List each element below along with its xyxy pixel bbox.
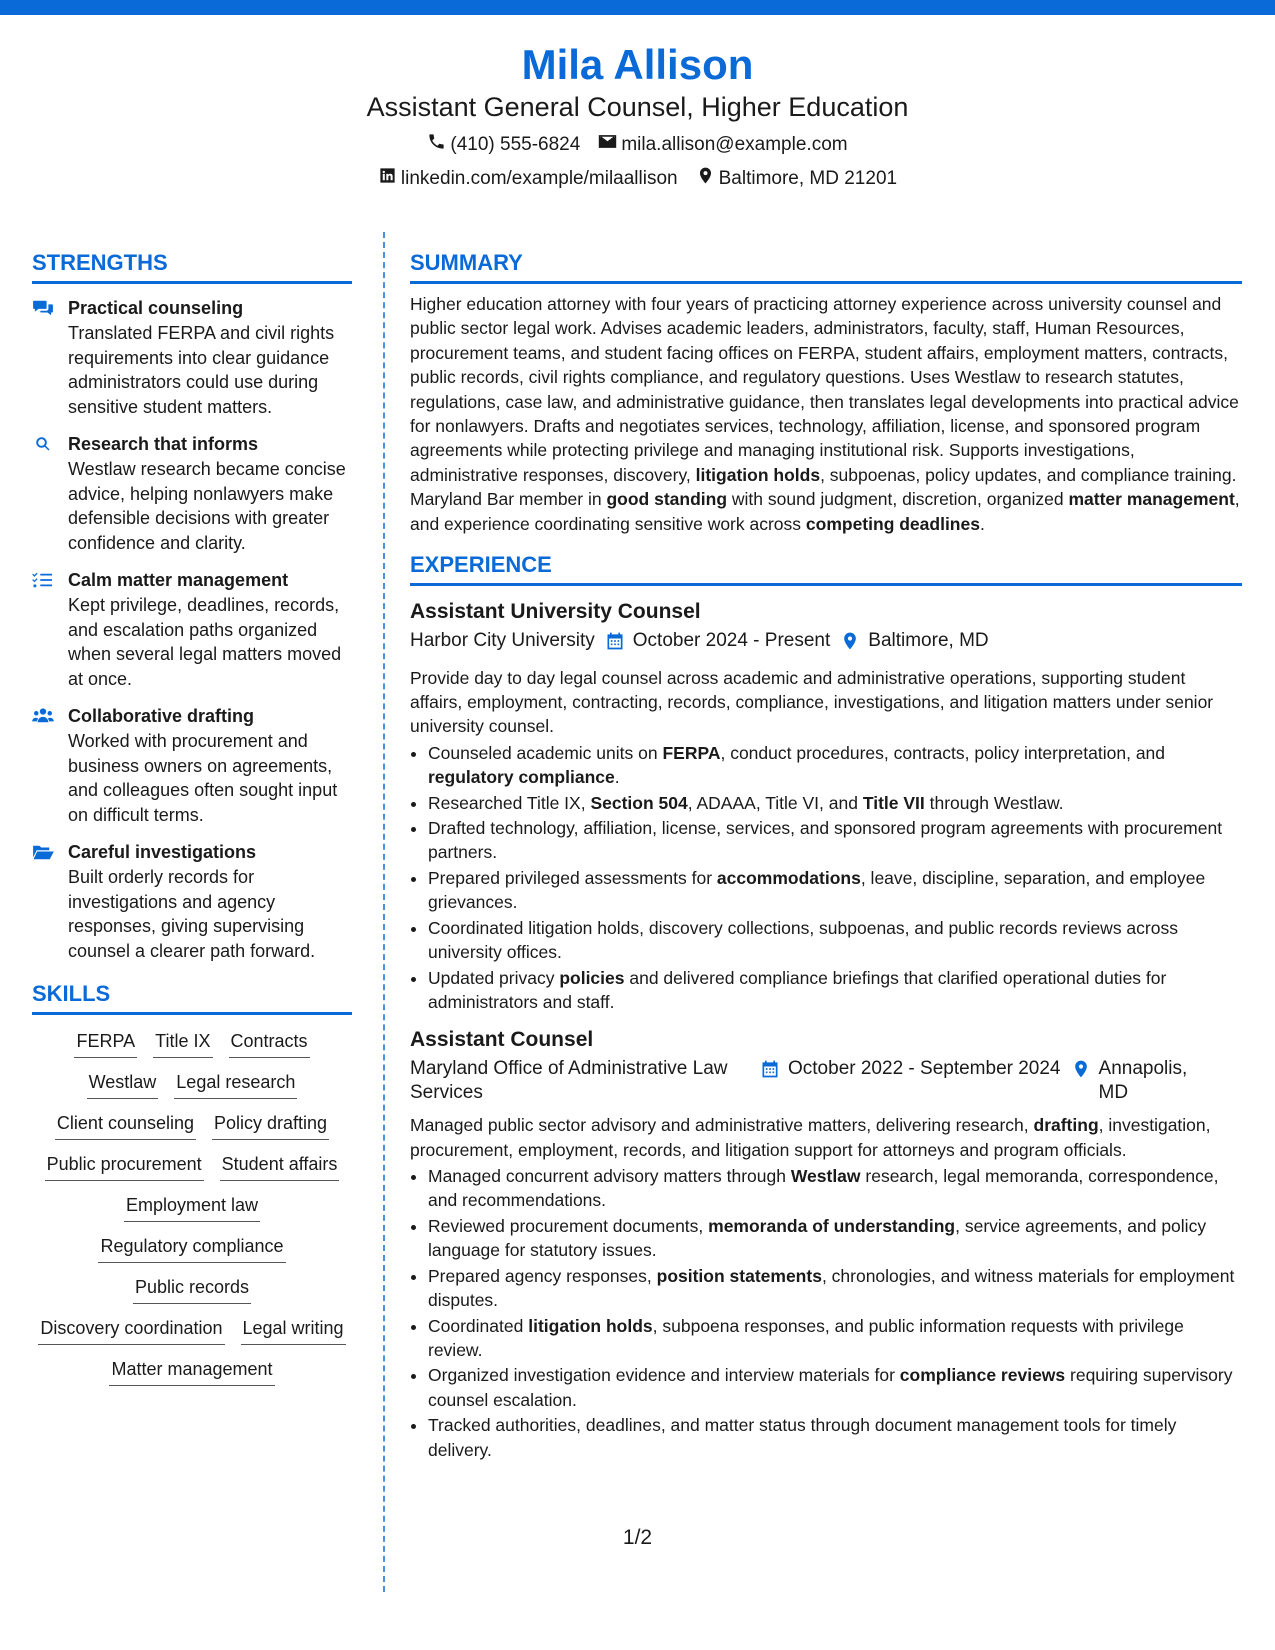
- skill-tag: Westlaw: [87, 1070, 159, 1099]
- strength-desc: Westlaw research became concise advice, helping nonlawyers make defensible decisions with greater confidence and clarity.: [68, 459, 346, 553]
- bullet-item: [428, 1164, 1242, 1212]
- summary-span: with sound judgment, discretion, organized: [727, 489, 1069, 510]
- location-contact: [696, 166, 897, 192]
- skill-tag: FERPA: [74, 1029, 137, 1058]
- job-dates-group: [760, 1057, 1061, 1086]
- map-pin-icon: [696, 166, 715, 192]
- bullet-bold: FERPA: [662, 742, 721, 763]
- strength-desc: Worked with procurement and business owners on agreements, and colleagues often sought input on difficult terms.: [68, 731, 338, 825]
- job-dates: October 2024 - Present: [632, 630, 831, 652]
- strength-item: [32, 296, 352, 419]
- phone-icon: [427, 132, 446, 158]
- skill-tag: Title IX: [153, 1029, 212, 1058]
- bullet-bold: Westlaw: [790, 1165, 861, 1186]
- strengths-section: [32, 248, 352, 963]
- bullet-bold: position statements: [656, 1265, 822, 1286]
- job-entry: [410, 1026, 1242, 1461]
- bullet-bold: memoranda of understanding: [708, 1215, 956, 1236]
- bullet-span: requiring supervisory counsel escalation.: [428, 1365, 1233, 1410]
- bullet-span: through Westlaw.: [924, 792, 1064, 813]
- search-icon: [32, 432, 56, 555]
- desc-span: Managed public sector advisory and administrative matters, delivering research,: [410, 1115, 1034, 1136]
- summary-bold: good standing: [606, 489, 728, 510]
- strength-title: Collaborative drafting: [68, 706, 255, 726]
- bullet-span: Organized investigation evidence and interview materials for: [428, 1365, 900, 1386]
- strength-item: [32, 704, 352, 827]
- bullet-span: , chronologies, and witness materials for employment disputes.: [428, 1265, 1235, 1310]
- strength-desc: Kept privilege, deadlines, records, and escalation paths organized when several legal matters moved at once.: [68, 595, 342, 689]
- calendar-icon: [605, 629, 625, 658]
- skill-tag: Policy drafting: [212, 1111, 329, 1140]
- bullet-span: Researched Title IX,: [428, 792, 591, 813]
- bullet-item: [428, 866, 1242, 914]
- envelope-icon: [598, 132, 617, 158]
- email-text[interactable]: mila.allison@example.com: [621, 133, 848, 155]
- linkedin-icon: [378, 166, 397, 192]
- chat-bubbles-icon: [32, 296, 56, 419]
- experience-heading: EXPERIENCE: [410, 550, 1242, 586]
- bullet-item: [428, 1264, 1242, 1312]
- phone-contact: [427, 132, 580, 158]
- bullet-span: , ADAAA, Title VI, and: [687, 792, 863, 813]
- skill-tag: Discovery coordination: [38, 1316, 224, 1345]
- skill-tag: Legal research: [174, 1070, 297, 1099]
- strength-title: Research that informs: [68, 434, 259, 454]
- summary-span: Higher education attorney with four years of practicing attorney experience across university counsel and public sector legal work. Advises academic leaders, administrators, faculty, staff, Human Resources, procurement teams, and student facing offices on FERPA, student affairs, employment matters, contracts, public records, civil rights compliance, and regulatory questions. Uses Westlaw to research statutes, regulations, case law, and administrative guidance, then translates legal developments into practical advice for nonlawyers. Drafts and negotiates services, technology, affiliation, license, and sponsored program agreements while protecting privilege and managing institutional risk. Supports investigations, administrative responses, discovery,: [410, 294, 1239, 485]
- strengths-heading: STRENGTHS: [32, 248, 352, 284]
- summary-span: , and experience coordinating sensitive work across: [410, 489, 1240, 534]
- candidate-name: Mila Allison: [521, 41, 754, 88]
- job-entry: [410, 598, 1242, 1014]
- job-location: Baltimore, MD: [868, 630, 989, 652]
- job-dates-group: [605, 629, 831, 658]
- linkedin-contact: [378, 166, 678, 192]
- strength-item: [32, 568, 352, 691]
- job-bullets: [410, 1164, 1242, 1462]
- bullet-span: Updated privacy: [428, 968, 560, 988]
- bullet-span: and delivered compliance briefings that clarified operational duties for administrators and staff.: [428, 968, 1167, 1013]
- bullet-bold: compliance reviews: [899, 1365, 1066, 1386]
- bullet-bold: regulatory compliance: [428, 766, 615, 787]
- summary-bold: litigation holds: [695, 464, 821, 485]
- skills-list: [32, 1029, 352, 1386]
- skill-tag: Employment law: [124, 1193, 260, 1222]
- bullet-span: Counseled academic units on: [428, 742, 663, 763]
- bullet-item: [428, 1314, 1242, 1362]
- candidate-title: Assistant General Counsel, Higher Education: [366, 92, 909, 123]
- calendar-icon: [760, 1057, 780, 1086]
- strength-title: Practical counseling: [68, 298, 244, 318]
- email-contact: [598, 132, 847, 158]
- strength-desc: Translated FERPA and civil rights requirements into clear guidance administrators could use during sensitive student matters.: [68, 323, 335, 417]
- skill-tag: Contracts: [229, 1029, 310, 1058]
- bullet-span: , subpoena responses, and public information requests with privilege review.: [428, 1315, 1184, 1360]
- bullet-item: [428, 791, 1242, 815]
- map-pin-icon: [840, 629, 860, 658]
- linkedin-text[interactable]: linkedin.com/example/milaallison: [400, 167, 678, 189]
- summary-bold: competing deadlines: [805, 513, 980, 534]
- users-icon: [32, 704, 56, 827]
- bullet-item: [428, 741, 1242, 789]
- bullet-span: Tracked authorities, deadlines, and matter status through document management tools for timely delivery.: [428, 1415, 1177, 1460]
- folder-open-icon: [32, 840, 56, 963]
- job-title: Assistant University Counsel: [410, 600, 701, 624]
- skill-tag: Public records: [133, 1275, 251, 1304]
- bullet-span: Reviewed procurement documents,: [428, 1215, 709, 1236]
- job-dates: October 2022 - September 2024: [788, 1058, 1061, 1080]
- bullet-span: Managed concurrent advisory matters through: [428, 1165, 791, 1186]
- summary-span: .: [979, 513, 985, 534]
- checklist-icon: [32, 568, 56, 691]
- job-meta: [410, 1057, 1242, 1105]
- strength-desc: Built orderly records for investigations and agency responses, giving supervising counsel a clearer path forward.: [68, 867, 316, 961]
- skill-tag: Public procurement: [45, 1152, 204, 1181]
- bullet-span: , leave, discipline, separation, and employee grievances.: [428, 868, 1206, 913]
- bullet-bold: Title VII: [862, 792, 925, 813]
- strength-title: Calm matter management: [68, 570, 289, 590]
- experience-section: [410, 550, 1242, 1462]
- bullet-bold: accommodations: [716, 868, 861, 889]
- bullet-bold: policies: [559, 968, 625, 988]
- skills-section: [32, 979, 352, 1386]
- bullet-span: research, legal memoranda, correspondence, and recommendations.: [428, 1165, 1219, 1211]
- strength-item: [32, 432, 352, 555]
- job-description: [410, 1113, 1242, 1161]
- skill-tag: Client counseling: [55, 1111, 196, 1140]
- bullet-item: [428, 816, 1242, 864]
- bullet-span: Prepared privileged assessments for: [428, 868, 717, 889]
- summary-text: [410, 292, 1242, 536]
- skill-tag: Legal writing: [241, 1316, 346, 1345]
- summary-bold: matter management: [1068, 489, 1235, 510]
- desc-bold: drafting: [1033, 1115, 1099, 1136]
- job-location: Annapolis, MD: [1098, 1058, 1188, 1104]
- resume-header: [0, 40, 1275, 192]
- job-meta: [410, 629, 1242, 658]
- bullet-item: [428, 1214, 1242, 1262]
- map-pin-icon: [1071, 1057, 1091, 1086]
- bullet-span: , conduct procedures, contracts, policy interpretation, and: [720, 742, 1166, 763]
- bullet-item: [428, 966, 1242, 1014]
- bullet-span: Coordinated litigation holds, discovery collections, subpoenas, and public records reviews across university offices.: [428, 918, 1178, 963]
- bullet-bold: Section 504: [590, 792, 688, 813]
- column-divider: [383, 232, 385, 1592]
- job-location-group: [840, 629, 988, 658]
- contact-row-1: [0, 132, 1275, 158]
- location-text: Baltimore, MD 21201: [718, 167, 898, 189]
- job-org: Harbor City University: [410, 630, 595, 652]
- skill-tag: Student affairs: [220, 1152, 340, 1181]
- phone-text[interactable]: (410) 555-6824: [450, 133, 581, 155]
- job-location-group: [1071, 1057, 1201, 1105]
- bullet-item: [428, 1413, 1242, 1461]
- summary-span: , subpoenas, policy updates, and compliance training. Maryland Bar member in: [410, 464, 1237, 510]
- bullet-span: .: [614, 766, 620, 787]
- right-column: [410, 248, 1242, 1463]
- job-title: Assistant Counsel: [410, 1028, 594, 1052]
- job-bullets: [410, 741, 1242, 1015]
- bullet-span: , service agreements, and policy language for statutory issues.: [428, 1215, 1207, 1260]
- skill-tag: Regulatory compliance: [98, 1234, 285, 1263]
- skill-tag: Matter management: [109, 1357, 274, 1386]
- job-org: Maryland Office of Administrative Law Services: [410, 1058, 728, 1104]
- bullet-span: Coordinated: [428, 1315, 529, 1336]
- left-column: [32, 248, 352, 1386]
- contact-row-2: [0, 166, 1275, 192]
- bullet-span: Prepared agency responses,: [428, 1265, 657, 1286]
- bullet-item: [428, 916, 1242, 964]
- bullet-bold: litigation holds: [528, 1315, 653, 1336]
- summary-heading: SUMMARY: [410, 248, 1242, 284]
- summary-section: [410, 248, 1242, 536]
- job-description: Provide day to day legal counsel across academic and administrative operations, supporting student affairs, employment, contracting, records, compliance, investigations, and litigation matters under senior university counsel.: [410, 668, 1214, 737]
- strength-title: Careful investigations: [68, 842, 257, 862]
- bullet-span: Drafted technology, affiliation, license, services, and sponsored program agreements with procurement partners.: [428, 818, 1223, 863]
- strength-item: [32, 840, 352, 963]
- top-accent-bar: [0, 0, 1275, 15]
- page-number: 1/2: [622, 1526, 653, 1549]
- bullet-item: [428, 1363, 1242, 1411]
- desc-span: , investigation, procurement, employment, records, and litigation support for attorneys and program officials.: [410, 1115, 1211, 1160]
- skills-heading: SKILLS: [32, 979, 352, 1015]
